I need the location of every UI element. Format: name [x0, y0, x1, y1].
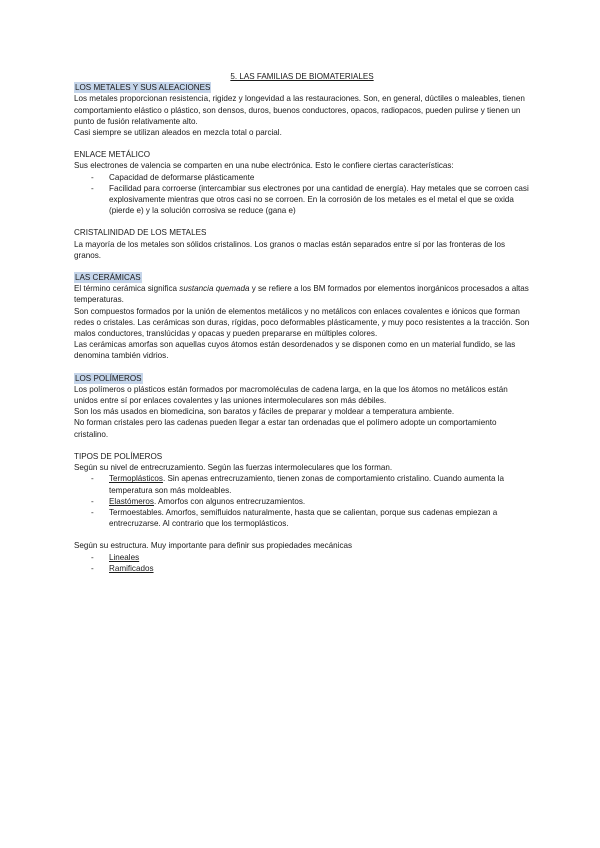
cristalinidad-paragraph: La mayoría de los metales son sólidos cristalinos. Los granos o maclas están separados entre sí por las fronteras de los granos.: [74, 239, 505, 260]
tipos-intro: Según su nivel de entrecruzamiento. Según las fuerzas intermoleculares que los forman.: [74, 463, 393, 473]
heading-metales: LOS METALES Y SUS ALEACIONES: [75, 83, 211, 93]
enlace-list: [74, 172, 530, 217]
metales-paragraph-2: Casi siempre se utilizan aleados en mezcla total o parcial.: [74, 128, 282, 138]
list-item: - Ramificados: [91, 563, 154, 573]
document-body: [74, 71, 530, 574]
ceramicas-paragraph-2: Son compuestos formados por la unión de elementos metálicos y no metálicos con enlaces covalentes e iónicos que forman redes o cristales. Las cerámicas son duras, rígidas, poco deformables plásticamente, y muy poco resistentes a la tracción. Son malos conductores, translúcidas y opacas y pueden prepararse en múltiples colores.: [74, 306, 530, 339]
polimeros-paragraph-1: Los polímeros o plásticos están formados por macromoléculas de cadena larga, en la que los átomos no metálicos están unidos entre sí por enlaces covalentes y las uniones intermoleculares son más débiles.: [74, 384, 508, 406]
heading-enlace: ENLACE METÁLICO: [74, 150, 151, 160]
term-lineales: Lineales: [109, 552, 140, 562]
term-termoplasticos: Termoplásticos: [109, 474, 163, 484]
polimeros-paragraph-3: No forman cristales pero las cadenas pueden llegar a estar tan ordenadas que el polímero adopte un comportamiento cristalino.: [74, 418, 497, 439]
term-elastomeros: Elastómeros: [109, 496, 154, 506]
ceramicas-paragraph-1: El término cerámica significa sustancia quemada y se refiere a los BM formados por elementos inorgánicos procesados a altas temperaturas.: [74, 284, 529, 305]
emphasis-term: sustancia quemada: [179, 284, 250, 294]
enlace-intro: Sus electrones de valencia se comparten en una nube electrónica. Esto le confiere ciertas características:: [74, 161, 454, 171]
heading-tipos: TIPOS DE POLÍMEROS: [74, 451, 163, 461]
list-item: - Elastómeros. Amorfos con algunos entrecruzamientos.: [91, 496, 306, 506]
heading-ceramicas: LAS CERÁMICAS: [75, 273, 141, 283]
list-item: - Lineales: [91, 552, 140, 562]
list-item: - Facilidad para corroerse (intercambiar sus electrones por una cantidad de energía). Hay metales que se corroen casi explosivamente mientras que otros casi no se corroen. En la corrosión de los metales es el metal el que se oxida (pierde e) y la solución corrosiva se reduce (gana e): [91, 183, 529, 216]
term-ramificados: Ramificados: [109, 563, 154, 573]
estructura-list: [74, 552, 530, 574]
estructura-intro: Según su estructura. Muy importante para definir sus propiedades mecánicas: [74, 541, 353, 551]
list-item: - Termoestables. Amorfos, semifluidos naturalmente, hasta que se calientan, porque sus cadenas empiezan a entrecruzarse. Al contrario que los termoplásticos.: [91, 507, 498, 529]
list-item: - Termoplásticos. Sin apenas entrecruzamiento, tienen zonas de comportamiento cristalino. Cuando aumenta la temperatura son más moldeables.: [91, 474, 505, 495]
polimeros-paragraph-2: Son los más usados en biomedicina, son baratos y fáciles de preparar y moldear a temperatura ambiente.: [74, 407, 455, 417]
tipos-list: [74, 473, 530, 529]
document-title: 5. LAS FAMILIAS DE BIOMATERIALES: [230, 72, 374, 81]
metales-paragraph-1: Los metales proporcionan resistencia, rigidez y longevidad a las restauraciones. Son, en general, dúctiles o maleables, tienen comportamiento elástico o plástico, son densos, duros, buenos conductores, opacos, radiopacos, pueden pulirse y tienen un punto de fusión relativamente alto.: [74, 94, 525, 126]
ceramicas-paragraph-3: Las cerámicas amorfas son aquellas cuyos átomos están desordenados y se disponen como en un material fundido, se las denomina también vidrios.: [74, 340, 516, 361]
heading-polimeros: LOS POLÍMEROS: [75, 373, 142, 383]
heading-cristalinidad: CRISTALINIDAD DE LOS METALES: [74, 228, 207, 238]
list-item: - Capacidad de deformarse plásticamente: [91, 172, 255, 182]
